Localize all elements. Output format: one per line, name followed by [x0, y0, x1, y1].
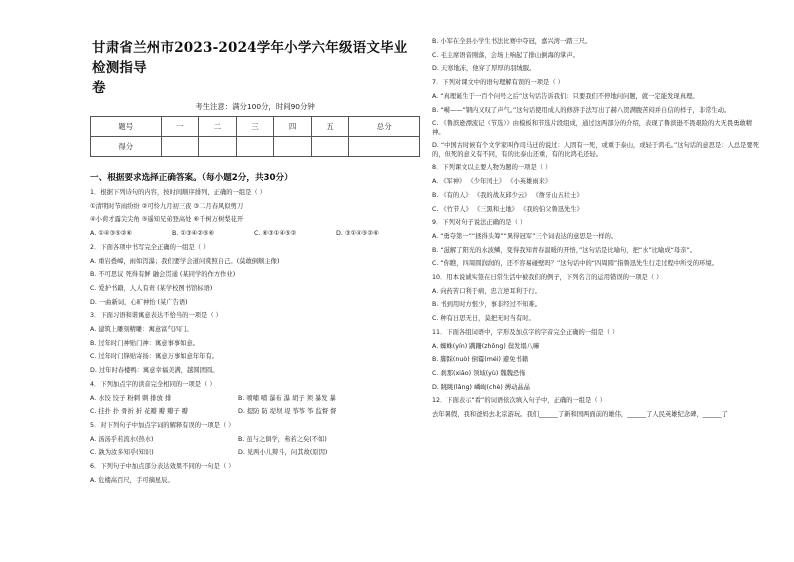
question-3-option-b: B. 过年时门神贴门神：寓意事事如意。 — [90, 339, 200, 347]
question-11-stem: 11．下面各组词语中，字形及加点字的字音完全正确的一组是（ ） — [432, 328, 619, 336]
score-header-cell: 总分 — [349, 117, 420, 137]
question-5-options-row-1 — [90, 436, 420, 444]
question-5-stem: 5．对下列句子中加点字词的解释有误的一项是（ ） — [90, 421, 235, 429]
option-c: C. ⑥③①④⑤② — [254, 230, 297, 238]
title-line-2: 卷 — [92, 80, 106, 96]
score-header-cell: 四 — [274, 117, 312, 137]
score-cell — [349, 137, 420, 157]
question-7-option-c: C. 《鲁滨逊漂流记（节选）》由模板和节选片段组成，通过这两部分的介绍，表现了鲁滨逊不畏艰险的大无畏勇敢精神。 — [432, 120, 753, 136]
score-cell — [274, 137, 312, 157]
question-7-stem: 7．下列对课文中的语句理解有误的一项是（ ） — [432, 79, 564, 87]
question-9-option-c: C. “你瞧，四周圆润润的，还不容易碰壁吗？”这句话中的“四周圆”指鲁迅先生行走过程中所受的环境。 — [432, 260, 718, 268]
exam-notice: 考生注意：满分100分，时间90分钟 — [195, 102, 315, 111]
option-d: D. 提防 防 堤坝 堤 筝筝 筝 监督 督 — [238, 408, 337, 416]
left-column — [90, 38, 420, 490]
question-11-option-c: C. 刹那(xiāo) 领域(yù) 魏魏恐怖 — [432, 369, 526, 377]
question-9-option-b: B. “滋解了阳光的水波鳞，变得我知青春温暖的开悟，”这句话是比喻句，把“水”比喻成“母亲”。 — [432, 246, 697, 254]
question-6-option-a: A. 危楼高百尺，手可摘星辰。 — [90, 476, 174, 484]
question-10-option-a: A. 向药苦口利于病，忠言逆耳利于行。 — [432, 287, 541, 295]
question-6-option-c: C. 毛主席语音刚落，会场上响起了排山倒海的掌声。 — [432, 51, 579, 59]
option-b: B. 喷哺 哺 瀑布 瀑 胡子 须 暴发 暴 — [238, 394, 336, 402]
option-a: A. 水饺 饺子 粉刺 刺 排放 排 — [90, 394, 172, 402]
option-d: D. 见两小儿辩斗，问其故(原因) — [238, 449, 328, 457]
question-5-options-row-2 — [90, 449, 420, 457]
question-1-items-2: ④小荷才露尖尖角 ⑤遥知兄弟登高处 ⑥千树万树梨花开 — [90, 216, 244, 224]
right-column — [432, 38, 762, 425]
question-10-stem: 10．用本说诚实签在日常生活中被我们的例子，下列名言的运用错误的一项是（ ） — [432, 274, 663, 282]
score-table-header-row — [91, 117, 420, 137]
score-header-cell: 题号 — [91, 117, 162, 137]
score-header-cell: 三 — [236, 117, 274, 137]
score-cell — [311, 137, 349, 157]
question-2-option-d: D. 一曲新词，心旷神怡 (某广告语) — [90, 298, 188, 306]
question-11-option-b: B. 脚踩(nuò) 倒霉(méi) 避免书籍 — [432, 356, 529, 364]
question-2-stem: 2．下面各项中书写完全正确的一组是（ ） — [90, 243, 210, 251]
title-line-1: 甘肃省兰州市2023-2024学年小学六年级语文毕业检测指导 — [92, 40, 408, 76]
question-3-option-a: A. 建筑上雕刻精雕：寓意富气四门。 — [90, 326, 193, 334]
question-8-option-c: C. 《竹节人》 《三黑和土地》 《我的伯父鲁迅先生》 — [432, 205, 583, 213]
option-d: D. ③①④⑤②⑥ — [336, 230, 379, 238]
score-header-cell: 二 — [199, 117, 237, 137]
question-10-option-b: B. 书到用时方恨少，事非经过不知难。 — [432, 301, 542, 309]
question-1-stem: 1．根据下列诗句的内容，按时间顺序排列，正确的一组是（ ） — [90, 189, 267, 196]
question-1-items-1: ①清明时节雨纷纷 ②可怜九月初三夜 ③二月春风似剪刀 — [90, 202, 244, 210]
score-header-cell: 一 — [161, 117, 199, 137]
question-2-option-a: A. 重岩叠嶂，雨如泻瀑；我们要学会道问赏照自己。(莫敢倒顺主像) — [90, 257, 280, 265]
question-9-stem: 9．下列对句子说法正确的是（ ） — [432, 219, 527, 227]
option-c: C. 挂扑 扑 骨折 折 花瓣 瓣 瓣子 瓣 — [90, 408, 188, 416]
question-4-options-row-1 — [90, 395, 420, 403]
score-table — [90, 116, 420, 157]
question-11-option-d: D. 眺眺(lǎng) 嶙峋(chè) 搏动晶晶 — [432, 383, 530, 391]
question-4-stem: 4．下列加点字的读音完全相同的一项是（ ） — [90, 380, 216, 388]
score-row-label: 得分 — [91, 137, 162, 157]
score-cell — [161, 137, 199, 157]
question-9-option-a: A. “勇夺第一”“拯得头筹”“異得冠军”三个词表达的意思是一样的。 — [432, 232, 618, 240]
question-10-option-c: C. 种有日思无日，莫把无时当有时。 — [432, 315, 535, 323]
question-2-option-b: B. 不可思议 死得有鲜 融会贯通 (某同学的作方作业) — [90, 271, 236, 279]
question-7-option-a: A. “真理诞生于一百个问号之后”这句话告诉我们：只要我们不停地问问题，就一定能发现真理。 — [432, 92, 699, 100]
question-12-text: 去年暑假，我和爸妈去北京游玩。我们______了新和国两面前的雄伟，______了人民英雄纪念碑，______了 — [432, 411, 728, 419]
option-a: A. ①④③⑤②⑥ — [90, 230, 133, 238]
question-6-option-d: D. 天寒地冻，他穿了厚厚的羽绒服。 — [432, 65, 536, 73]
question-8-option-a: A. 《军神》 《少年闰土》 《小英雄雨来》 — [432, 178, 552, 186]
option-a: A. 汤汤乎若流水(热水) — [90, 435, 154, 443]
question-6-stem: 6．下列句子中加点部分表达效果不同的一句是（ ） — [90, 463, 235, 471]
question-7-option-d: D. “中国古时候有个文学家叫作司马迁的说过：人固有一死，或重于泰山，或轻于鸿毛。”这句话的意思是：人总是要死的，但死的意义有不同，有的比泰山还重，有的比鸿毛还轻。 — [432, 142, 760, 158]
question-1-options — [90, 230, 420, 238]
question-8-stem: 8．下列课文以主要人物为题的一项是（ ） — [432, 164, 552, 172]
score-cell — [199, 137, 237, 157]
question-11-option-a: A. 蜘蛛(yín) 蹒跚(zhōng) 鬓发塌八嘛 — [432, 342, 540, 350]
option-c: C. 孰为汝多知乎(知识) — [90, 449, 154, 457]
question-3-option-c: C. 过年时门锋贴寄扬：寓意万事如意年年有。 — [90, 353, 219, 361]
option-b: B. ①③④②⑤⑥ — [172, 230, 215, 238]
question-4-options-row-2 — [90, 408, 420, 416]
question-7-option-b: B. “嗬——”钢内又叹了声气。”这句话使用成人的修辞手法写出了赫八贺满腹苦闷并自信的样子，非常生动。 — [432, 106, 731, 114]
score-cell — [236, 137, 274, 157]
option-b: B. 虽与之俱学，弗若之矣(不如) — [238, 435, 327, 443]
document-title — [92, 38, 420, 98]
section-heading-1: 一、根据要求选择正确答案。（每小题2分，共30分） — [90, 173, 293, 183]
question-3-stem: 3．下面习语和谐寓意表达不恰当的一项是（ ） — [90, 312, 222, 320]
question-2-option-c: C. 爱护书籍，人人有责 (某学校图书馆标语) — [90, 284, 213, 292]
question-6-option-b: B. 小军在全县小学生书法比赛中夺冠，嘉兴湾一踏三尺。 — [432, 38, 592, 45]
score-table-score-row — [91, 137, 420, 157]
question-8-option-b: B. 《有的人》 《我的战友邱少云》 《詹牙山五壮士》 — [432, 191, 583, 199]
question-3-option-d: D. 过年时春楼鸭：寓意幸福美满，越圆团圆。 — [90, 367, 219, 375]
question-12-stem: 12．下面表示“看”的词语依次填入句子中，正确的一组是（ ） — [432, 397, 606, 405]
score-header-cell: 五 — [311, 117, 349, 137]
